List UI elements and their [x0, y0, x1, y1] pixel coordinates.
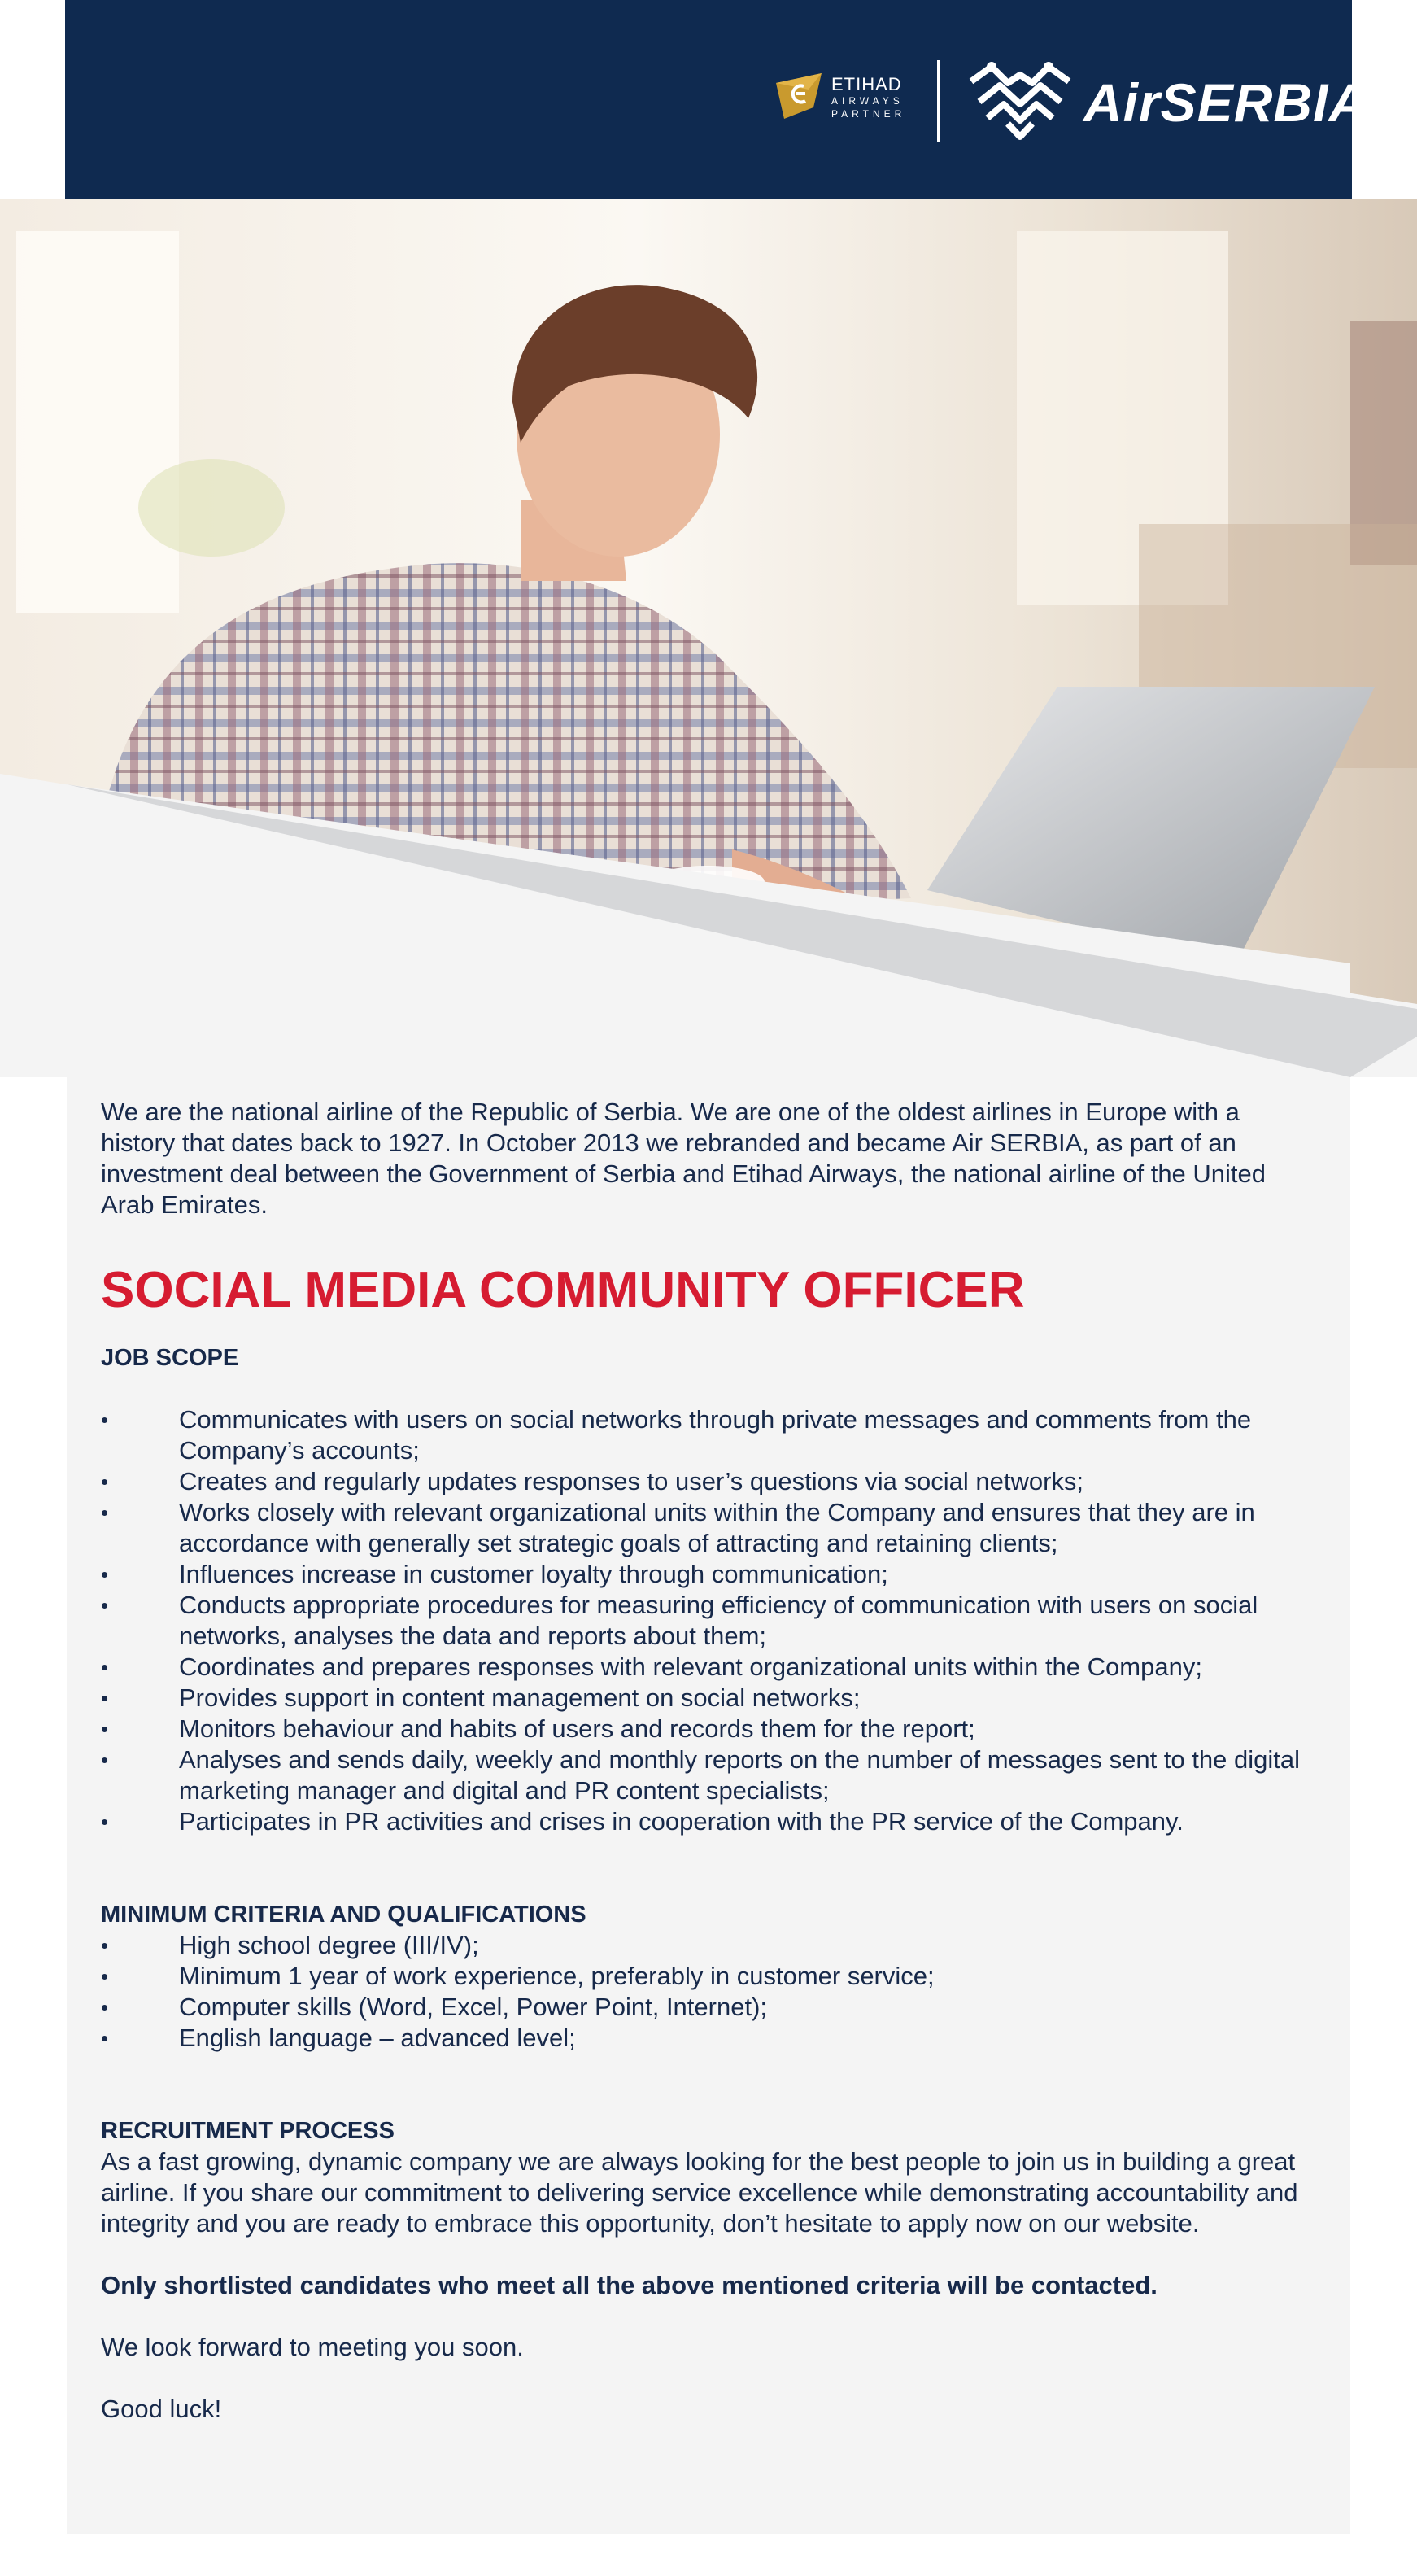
list-item: • Participates in PR activities and crises in cooperation with the PR service of the Company. [101, 1806, 1305, 1837]
shortlist-notice: Only shortlisted candidates who meet all the above mentioned criteria will be contacted. [101, 2271, 1158, 2299]
airserbia-wordmark: AirSERBIA [1083, 72, 1369, 133]
etihad-logo-line1: ETIHAD [831, 74, 902, 94]
etihad-partner-logo [773, 68, 911, 125]
hero-photo [0, 199, 1417, 1077]
sign-off: Good luck! [101, 2395, 222, 2423]
recruitment-text: As a fast growing, dynamic company we are always looking for the best people to join us in building a great airline. If you share our commitment to delivering service excellence while demonstrating accountability and integrity and you are ready to embrace this opportunity, don’t hesitate to apply now on our website. [101, 2147, 1298, 2238]
list-item: • Provides support in content management on social networks; [101, 1683, 1305, 1714]
closing-line: We look forward to meeting you soon. [101, 2333, 524, 2361]
etihad-mark-icon [773, 72, 825, 120]
list-item: • English language – advanced level; [101, 2023, 1305, 2054]
list-item: • Influences increase in customer loyalty through communication; [101, 1559, 1305, 1590]
list-item: • Computer skills (Word, Excel, Power Point, Internet); [101, 1992, 1305, 2023]
etihad-logo-line3: PARTNER [831, 108, 906, 120]
criteria-heading: MINIMUM CRITERIA AND QUALIFICATIONS [101, 1901, 586, 1928]
list-item: • Minimum 1 year of work experience, preferably in customer service; [101, 1961, 1305, 1992]
list-item: • Conducts appropriate procedures for measuring efficiency of communication with users on social networks, analyses the data and reports about them; [101, 1590, 1305, 1652]
header-banner [65, 0, 1369, 199]
list-item: • High school degree (III/IV); [101, 1930, 1305, 1961]
list-item: • Monitors behaviour and habits of users and records them for the report; [101, 1714, 1305, 1744]
list-item: • Works closely with relevant organizational units within the Company and ensures that they are in accordance with generally set strategic goals of attracting and retaining clients; [101, 1497, 1305, 1559]
logo-divider [937, 60, 940, 142]
list-item: • Analyses and sends daily, weekly and monthly reports on the number of messages sent to the digital marketing manager and digital and PR content specialists; [101, 1744, 1305, 1806]
company-intro: We are the national airline of the Republic of Serbia. We are one of the oldest airlines in Europe with a history that dates back to 1927. In October 2013 we rebranded and became Air SERBIA, as part of an investment deal between the Government of Serbia and Etihad Airways, the national airline of the United Arab Emirates. [101, 1098, 1267, 1219]
recruitment-heading: RECRUITMENT PROCESS [101, 2118, 395, 2144]
list-item: • Coordinates and prepares responses with relevant organizational units within the Company; [101, 1652, 1305, 1683]
list-item: • Creates and regularly updates responses to user’s questions via social networks; [101, 1466, 1305, 1497]
etihad-logo-line2: AIRWAYS [831, 95, 904, 107]
job-scope-heading: JOB SCOPE [101, 1345, 239, 1371]
airserbia-emblem-icon [963, 57, 1077, 146]
job-posting-content [101, 1097, 1305, 2425]
list-item: • Communicates with users on social networks through private messages and comments from the Company’s accounts; [101, 1404, 1305, 1466]
job-title: SOCIAL MEDIA COMMUNITY OFFICER [101, 1262, 1025, 1318]
airserbia-logo [963, 57, 1369, 146]
criteria-list [101, 1930, 1305, 2054]
job-scope-list [101, 1404, 1305, 1837]
